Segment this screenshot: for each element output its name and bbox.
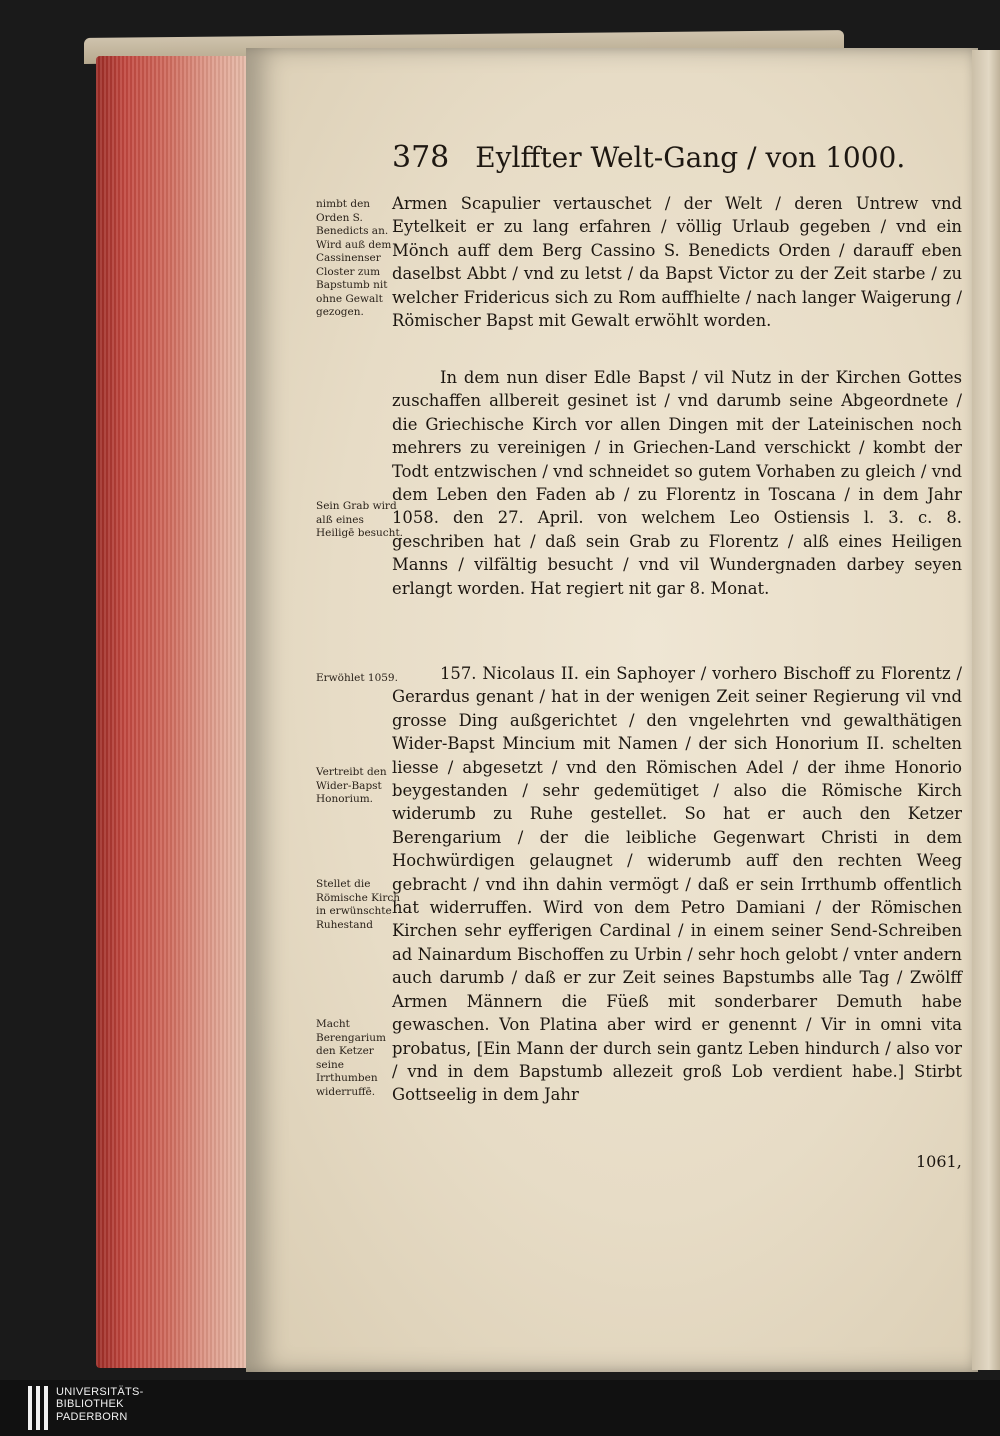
library-name xyxy=(56,1386,144,1423)
library-name-line: UNIVERSITÄTS- xyxy=(56,1386,144,1398)
library-logo-icon xyxy=(28,1386,48,1430)
margin-note: Sein Grab wird alß eines Heiligē besucht. xyxy=(316,500,404,539)
body-paragraph xyxy=(392,662,962,1107)
paragraph-text: Armen Scapulier vertauschet / der Welt / deren Untrew vnd Eytelkeit er zu lang erfahren / völlig Urlaub gegeben / vnd ein Mönch auff dem Berg Cassino S. Benedicts Orden / darauff eben daselbst Abbt / vnd zu letst / da Bapst Victor zu der Zeit starbe / zu welcher Fridericus sich zu Rom auffhielte / nach langer Waigerung / Römischer Bapst mit Gewalt erwöhlt worden. xyxy=(392,194,962,331)
paragraph-text: 157. Nicolaus II. ein Saphoyer / vorhero Bischoff zu Florentz / Gerardus genant / hat in der wenigen Zeit seiner Regierung vil vnd grosse Ding außgerichtet / den vngelehrten vnd gewalthätigen Wider-Bapst Mincium mit Namen / der sich Honorium II. schelten liesse / abgesetzt / vnd den Römischen Adel / der ihme Honorio beygestanden / sehr gedemütiget / also die Römische Kirch widerumb zu Ruhe gestellet. So hat er auch den Ketzer Berengarium / der die leibliche Gegenwart Christi in dem Hochwürdigen gelaugnet / widerumb auff den rechten Weeg gebracht / vnd ihn dahin vermögt / daß er sein Irrthumb offentlich hat widerruffen. Wird von dem Petro Damiani / der Römischen Kirchen sehr eyfferigen Cardinal / in einem seiner Send-Schreiben ad Nainardum Bischoffen zu Urbin / sehr hoch gelobt / vnter andern auch darumb / daß er zur Zeit seines Bapstumbs alle Tag / Zwölff Armen Männern die Füeß mit sonderbarer Demuth habe gewaschen. Von Platina aber wird er genennt / Vir in omni vita probatus, [Ein Mann der durch sein gantz Leben hindurch / also vor / vnd in dem Bapstumb allezeit groß Lob verdient habe.] Stirbt Gottseelig in dem Jahr xyxy=(392,664,962,1105)
facing-page-edge xyxy=(972,50,1000,1370)
margin-note: nimbt den Orden S. Benedicts an. Wird auß dem Cassinenser Closter zum Bapstumb nit ohne Gewalt gezogen. xyxy=(316,198,392,318)
body-paragraph xyxy=(392,192,962,332)
running-title: Eylffter Welt-Gang / von 1000. xyxy=(475,141,906,174)
body-paragraph xyxy=(392,366,962,600)
footer-bar xyxy=(0,1380,1000,1436)
catchword: 1061, xyxy=(916,1152,962,1171)
library-name-line: PADERBORN xyxy=(56,1410,128,1423)
margin-note: Stellet die Römische Kirch in erwünschte Ruhestand xyxy=(316,878,400,931)
library-name-line: BIBLIOTHEK xyxy=(56,1398,124,1411)
margin-note: Macht Berengarium den Ketzer seine Irrthumben widerruffē. xyxy=(316,1018,387,1098)
page-number: 378 xyxy=(392,140,450,175)
running-header xyxy=(392,140,906,180)
margin-note: Erwöhlet 1059. xyxy=(316,672,398,684)
page-edges xyxy=(96,56,256,1368)
margin-note: Vertreibt den Wider-Bapst Honorium. xyxy=(316,766,387,805)
paragraph-text: In dem nun diser Edle Bapst / vil Nutz in der Kirchen Gottes zuschaffen allbereit gesinet ist / vnd darumb seine Abgeordnete / die Griechische Kirch vor allen Dingen mit der Lateinischen noch mehrers zu vereinigen / in Griechen-Land verschickt / kombt der Todt entzwischen / vnd schneidet so gutem Vorhaben zu gleich / vnd dem Leben den Faden ab / zu Florentz in Toscana / in dem Jahr 1058. den 27. April. von welchem Leo Ostiensis l. 3. c. 8. geschriben hat / daß sein Grab zu Florentz / alß eines Heiligen Manns / vilfältig besucht / vnd vil Wundergnaden darbey seyen erlangt worden. Hat regiert nit gar 8. Monat. xyxy=(392,368,962,598)
